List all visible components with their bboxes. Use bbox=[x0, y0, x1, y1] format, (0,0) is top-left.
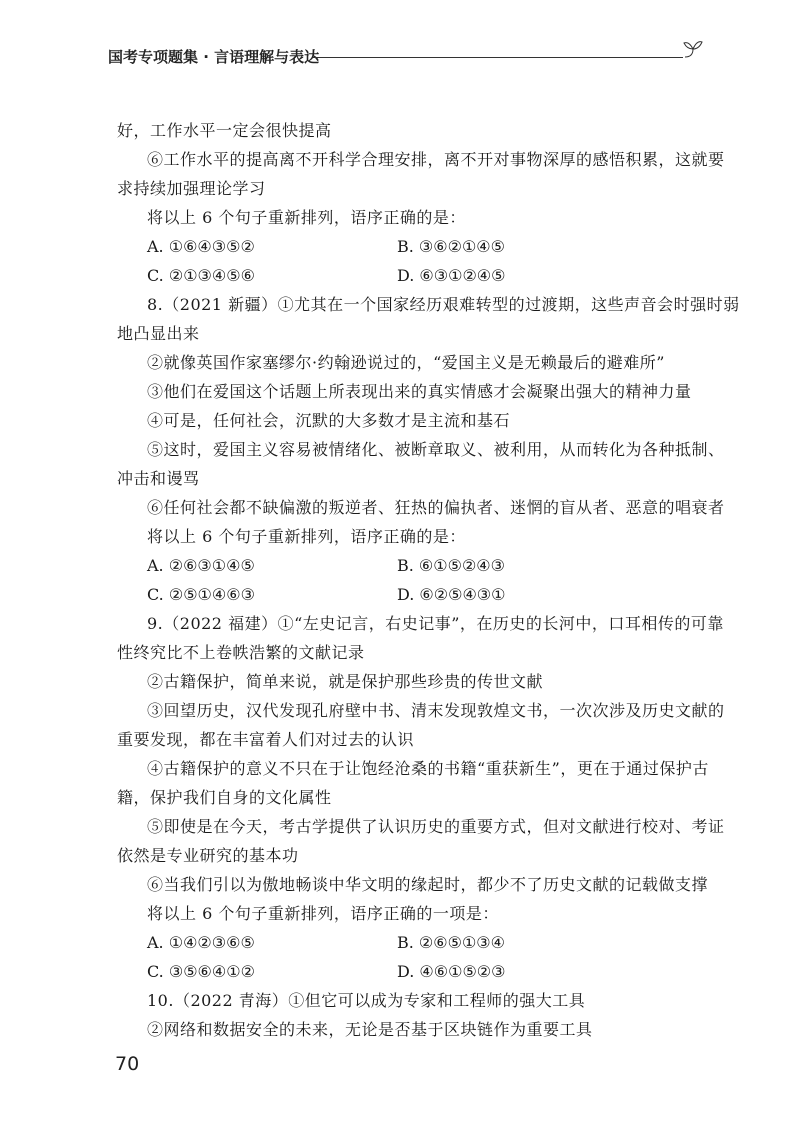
option-a: A. ①⑥④③⑤② bbox=[147, 237, 255, 256]
option-d: D. ⑥③①②④⑤ bbox=[397, 266, 506, 285]
text-line: ⑥任何社会都不缺偏激的叛逆者、狂热的偏执者、迷惘的盲从者、恶意的唱衰者 bbox=[147, 498, 725, 517]
text-line: ②就像英国作家塞缪尔·约翰逊说过的，“爱国主义是无赖最后的避难所” bbox=[147, 353, 665, 372]
text-line: ②古籍保护，简单来说，就是保护那些珍贵的传世文献 bbox=[147, 672, 544, 691]
option-c: C. ②⑤①④⑥③ bbox=[147, 585, 255, 604]
text-line: 重要发现，都在丰富着人们对过去的认识 bbox=[117, 730, 415, 749]
text-line: 籍，保护我们自身的文化属性 bbox=[117, 788, 332, 807]
q7-options-row-1 bbox=[117, 232, 697, 261]
question-9-stem: 9.（2022 福建）①“左史记言，右史记事”，在历史的长河中，口耳相传的可靠 bbox=[147, 614, 724, 633]
option-d: D. ⑥②⑤④③① bbox=[397, 585, 506, 604]
text-line: ⑤即使是在今天，考古学提供了认识历史的重要方式，但对文献进行校对、考证 bbox=[147, 817, 725, 836]
q8-options-row-1 bbox=[117, 551, 697, 580]
text-line: 冲击和谩骂 bbox=[117, 469, 200, 488]
text-line: ⑤这时，爱国主义容易被情绪化、被断章取义、被利用，从而转化为各种抵制、 bbox=[147, 440, 725, 459]
page-body bbox=[117, 116, 740, 1044]
text-line: 性终究比不上卷帙浩繁的文献记录 bbox=[117, 643, 365, 662]
text-line: 求持续加强理论学习 bbox=[117, 179, 266, 198]
option-c: C. ②①③④⑤⑥ bbox=[147, 266, 255, 285]
text-line: ③他们在爱国这个话题上所表现出来的真实情感才会凝聚出强大的精神力量 bbox=[147, 382, 692, 401]
header-title: 国考专项题集 · 言语理解与表达 bbox=[108, 48, 320, 66]
question-prompt: 将以上 6 个句子重新排列，语序正确的是： bbox=[147, 527, 466, 546]
q7-options-row-2 bbox=[117, 261, 697, 290]
text-line: 好，工作水平一定会很快提高 bbox=[117, 121, 332, 140]
option-b: B. ②⑥⑤①③④ bbox=[397, 933, 505, 952]
question-prompt: 将以上 6 个句子重新排列，语序正确的一项是： bbox=[147, 904, 499, 923]
option-c: C. ③⑤⑥④①② bbox=[147, 962, 255, 981]
text-line: ⑥工作水平的提高离不开科学合理安排，离不开对事物深厚的感悟积累，这就要 bbox=[147, 150, 725, 169]
text-line: ③回望历史，汉代发现孔府壁中书、清末发现敦煌文书，一次次涉及历史文献的 bbox=[147, 701, 725, 720]
q9-options-row-1 bbox=[117, 928, 697, 957]
question-prompt: 将以上 6 个句子重新排列，语序正确的是： bbox=[147, 208, 466, 227]
text-line: ④可是，任何社会，沉默的大多数才是主流和基石 bbox=[147, 411, 511, 430]
text-line: ⑥当我们引以为傲地畅谈中华文明的缘起时，都少不了历史文献的记载做支撑 bbox=[147, 875, 709, 894]
text-line: ②网络和数据安全的未来，无论是否基于区块链作为重要工具 bbox=[147, 1020, 593, 1039]
text-line: ④古籍保护的意义不只在于让饱经沧桑的书籍“重获新生”，更在于通过保护古 bbox=[147, 759, 709, 778]
question-8-stem: 8.（2021 新疆）①尤其在一个国家经历艰难转型的过渡期，这些声音会时强时弱 bbox=[147, 295, 740, 314]
page-number: 70 bbox=[115, 1053, 140, 1075]
option-a: A. ①④②③⑥⑤ bbox=[147, 933, 255, 952]
option-b: B. ③⑥②①④⑤ bbox=[397, 237, 505, 256]
header-rule bbox=[313, 57, 683, 58]
running-header bbox=[108, 38, 708, 78]
sprout-icon bbox=[683, 38, 703, 60]
text-line: 依然是专业研究的基本功 bbox=[117, 846, 299, 865]
q8-options-row-2 bbox=[117, 580, 697, 609]
option-b: B. ⑥①⑤②④③ bbox=[397, 556, 505, 575]
question-10-stem: 10.（2022 青海）①但它可以成为专家和工程师的强大工具 bbox=[147, 991, 586, 1010]
text-line: 地凸显出来 bbox=[117, 324, 200, 343]
option-d: D. ④⑥①⑤②③ bbox=[397, 962, 506, 981]
q9-options-row-2 bbox=[117, 957, 697, 986]
option-a: A. ②⑥③①④⑤ bbox=[147, 556, 255, 575]
